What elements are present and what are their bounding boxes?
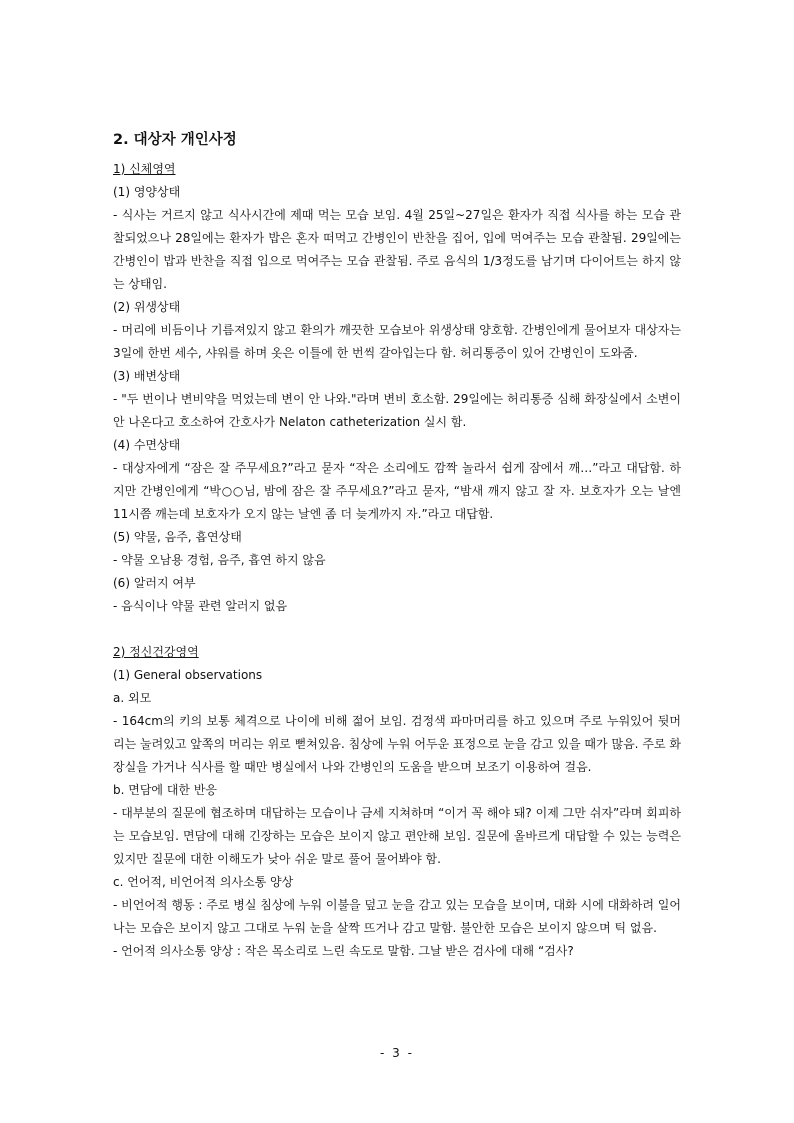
subsection-heading-physical: 1) 신체영역	[113, 162, 176, 176]
item-text-nutrition: - 식사는 거르지 않고 식사시간에 제때 먹는 모습 보임. 4월 25일~27일은 환자가 직접 식사를 하는 모습 관찰되었으나 28일에는 환자가 밥은 혼자 떠먹고 간병인이 반찬을 집어, 입에 먹여주는 모습 관찰됨. 29일에는 간병인이 밥과 반찬을 직접 입으로 먹여주는 모습 관찰됨. 주로 음식의 1/3정도를 남기며 다이어트는 하지 않는 상태임.	[113, 208, 681, 291]
item-label-communication: c. 언어적, 비언어적 의사소통 양상	[113, 875, 294, 889]
item-label-drugs: (5) 약물, 음주, 흡연상태	[113, 530, 242, 544]
item-label-interview: b. 면담에 대한 반응	[113, 783, 218, 797]
section-title: 2. 대상자 개인사정	[113, 132, 237, 148]
item-label-appearance: a. 외모	[113, 691, 152, 705]
item-label-hygiene: (2) 위생상태	[113, 300, 181, 314]
item-text-sleep: - 대상자에게 “잠은 잘 주무세요?”라고 묻자 “작은 소리에도 깜짝 놀라서 쉽게 잠에서 깨…”라고 대답함. 하지만 간병인에게 “박○○님, 밤에 잠은 잘 주무세요?”라고 묻자, “밤새 깨지 않고 잘 자. 보호자가 오는 날엔 11시쯤 깨는데 보호자가 오지 않는 날엔 좀 더 늦게까지 자.”라고 대답함.	[113, 461, 681, 521]
item-text-excretion: - "두 번이나 변비약을 먹었는데 변이 안 나와."라며 변비 호소함. 29일에는 허리통증 심해 화장실에서 소변이 안 나온다고 호소하여 간호사가 Nelaton catheterization 실시 함.	[113, 392, 681, 429]
page-number: - 3 -	[380, 1046, 414, 1060]
spacer	[113, 618, 681, 641]
item-label-general: (1) General observations	[113, 668, 263, 682]
item-text-appearance: - 164cm의 키의 보통 체격으로 나이에 비해 젊어 보임. 검정색 파마머리를 하고 있으며 주로 누워있어 뒷머리는 눌려있고 앞쪽의 머리는 위로 뻗쳐있음. 침상에 누워 어두운 표정으로 눈을 감고 있을 때가 많음. 주로 화장실을 가거나 식사를 할 때만 병실에서 나와 간병인의 도움을 받으며 보조기 이용하여 걸음.	[113, 714, 681, 774]
subsection-heading-mental: 2) 정신건강영역	[113, 645, 199, 659]
document-body	[113, 128, 681, 963]
item-text-allergy: - 음식이나 약물 관련 알러지 없음	[113, 599, 288, 613]
item-label-excretion: (3) 배변상태	[113, 369, 181, 383]
item-text-verbal: - 언어적 의사소통 양상 : 작은 목소리로 느린 속도로 말함. 그날 받은 검사에 대해 “검사?	[113, 944, 574, 958]
item-text-nonverbal: - 비언어적 행동 : 주로 병실 침상에 누워 이불을 덮고 눈을 감고 있는 모습을 보이며, 대화 시에 대화하려 일어나는 모습은 보이지 않고 그대로 누워 눈을 살짝 뜨거나 감고 말함. 불안한 모습은 보이지 않으며 틱 없음.	[113, 898, 681, 935]
item-text-drugs: - 약물 오남용 경험, 음주, 흡연 하지 않음	[113, 553, 326, 567]
item-label-allergy: (6) 알러지 여부	[113, 576, 196, 590]
item-label-nutrition: (1) 영양상태	[113, 185, 181, 199]
item-text-interview: - 대부분의 질문에 협조하며 대답하는 모습이나 금세 지쳐하며 “이거 꼭 해야 돼? 이제 그만 쉬자”라며 회피하는 모습보임. 면담에 대해 긴장하는 모습은 보이지 않고 편안해 보임. 질문에 올바르게 대답할 수 있는 능력은 있지만 질문에 대한 이해도가 낮아 쉬운 말로 풀어 물어봐야 함.	[113, 806, 681, 866]
item-text-hygiene: - 머리에 비듬이나 기름져있지 않고 환의가 깨끗한 모습보아 위생상태 양호함. 간병인에게 물어보자 대상자는 3일에 한번 세수, 샤워를 하며 옷은 이틀에 한 번씩 갈아입는다 함. 허리통증이 있어 간병인이 도와줌.	[113, 323, 681, 360]
item-label-sleep: (4) 수면상태	[113, 438, 181, 452]
